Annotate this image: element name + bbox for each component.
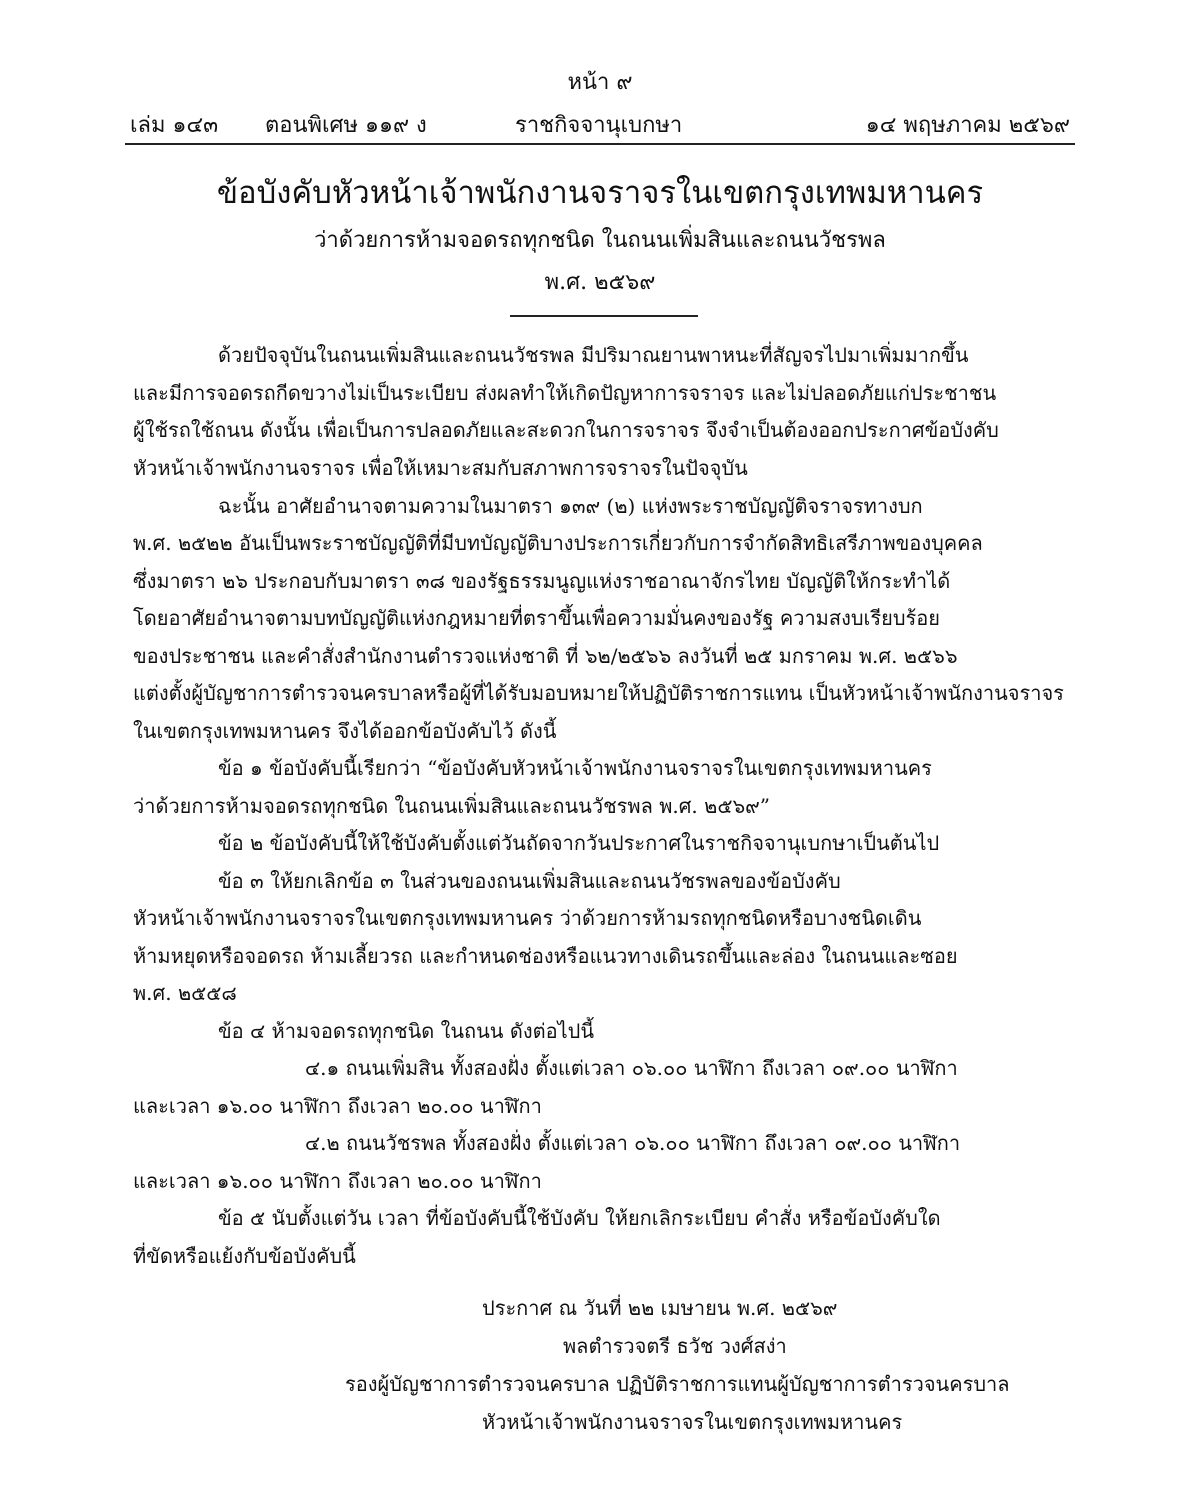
- body-line: ห้ามหยุดหรือจอดรถ ห้ามเลี้ยวรถ และกำหนดช่องหรือแนวทางเดินรถขึ้นและล่อง ในถนนและซอย: [133, 944, 958, 968]
- body-line: แต่งตั้งผู้บัญชาการตำรวจนครบาลหรือผู้ที่ได้รับมอบหมายให้ปฏิบัติราชการแทน เป็นหัวหน้าเจ้าพนักงานจราจร: [133, 681, 1064, 705]
- body-line: ข้อ ๔ ห้ามจอดรถทุกชนิด ในถนน ดังต่อไปนี้: [218, 1019, 595, 1043]
- publication-date: ๑๔ พฤษภาคม ๒๕๖๙: [865, 113, 1070, 138]
- gazette-name: ราชกิจจานุเบกษา: [515, 113, 683, 138]
- body-line: และเวลา ๑๖.๐๐ นาฬิกา ถึงเวลา ๒๐.๐๐ นาฬิกา: [133, 1169, 542, 1193]
- body-line: ๔.๒ ถนนวัชรพล ทั้งสองฝั่ง ตั้งแต่เวลา ๐๖.๐๐ นาฬิกา ถึงเวลา ๐๙.๐๐ นาฬิกา: [305, 1131, 961, 1155]
- body-line: ด้วยปัจจุบันในถนนเพิ่มสินและถนนวัชรพล มีปริมาณยานพาหนะที่สัญจรไปมาเพิ่มมากขึ้น: [218, 343, 969, 367]
- signatory-position: รองผู้บัญชาการตำรวจนครบาล ปฏิบัติราชการแทนผู้บัญชาการตำรวจนครบาล: [345, 1372, 1010, 1396]
- body-line: ข้อ ๕ นับตั้งแต่วัน เวลา ที่ข้อบังคับนี้ใช้บังคับ ให้ยกเลิกระเบียบ คำสั่ง หรือข้อบังคับใด: [218, 1206, 941, 1230]
- body-line: หัวหน้าเจ้าพนักงานจราจรในเขตกรุงเทพมหานคร ว่าด้วยการห้ามรถทุกชนิดหรือบางชนิดเดิน: [133, 906, 922, 930]
- volume-number: เล่ม ๑๔๓: [130, 113, 219, 138]
- body-line: ข้อ ๓ ให้ยกเลิกข้อ ๓ ในส่วนของถนนเพิ่มสินและถนนวัชรพลของข้อบังคับ: [218, 869, 841, 893]
- body-line: ๔.๑ ถนนเพิ่มสิน ทั้งสองฝั่ง ตั้งแต่เวลา ๐๖.๐๐ นาฬิกา ถึงเวลา ๐๙.๐๐ นาฬิกา: [305, 1056, 958, 1080]
- document-year: พ.ศ. ๒๕๖๙: [544, 270, 656, 295]
- document-title: ข้อบังคับหัวหน้าเจ้าพนักงานจราจรในเขตกรุงเทพมหานคร: [216, 175, 984, 211]
- body-line: ข้อ ๑ ข้อบังคับนี้เรียกว่า “ข้อบังคับหัวหน้าเจ้าพนักงานจราจรในเขตกรุงเทพมหานคร: [218, 756, 932, 780]
- header-divider: [125, 143, 1075, 145]
- body-line: หัวหน้าเจ้าพนักงานจราจร เพื่อให้เหมาะสมกับสภาพการจราจรในปัจจุบัน: [133, 456, 748, 480]
- body-line: พ.ศ. ๒๕๕๘: [133, 981, 237, 1005]
- body-line: ผู้ใช้รถใช้ถนน ดังนั้น เพื่อเป็นการปลอดภัยและสะดวกในการจราจร จึงจำเป็นต้องออกประกาศข้อบังคับ: [133, 418, 999, 442]
- body-line: ข้อ ๒ ข้อบังคับนี้ให้ใช้บังคับตั้งแต่วันถัดจากวันประกาศในราชกิจจานุเบกษาเป็นต้นไป: [218, 831, 940, 855]
- body-line: ของประชาชน และคำสั่งสำนักงานตำรวจแห่งชาติ ที่ ๖๒/๒๕๖๖ ลงวันที่ ๒๕ มกราคม พ.ศ. ๒๕๖๖: [133, 644, 958, 668]
- body-line: ฉะนั้น อาศัยอำนาจตามความในมาตรา ๑๓๙ (๒) แห่งพระราชบัญญัติจราจรทางบก: [218, 494, 923, 518]
- page-number: หน้า ๙: [567, 70, 633, 95]
- body-line: ซึ่งมาตรา ๒๖ ประกอบกับมาตรา ๓๘ ของรัฐธรรมนูญแห่งราชอาณาจักรไทย บัญญัติให้กระทำได้: [133, 569, 951, 593]
- signatory-title: หัวหน้าเจ้าพนักงานจราจรในเขตกรุงเทพมหานคร: [482, 1410, 903, 1434]
- issue-number: ตอนพิเศษ ๑๑๙ ง: [265, 113, 427, 138]
- document-subtitle: ว่าด้วยการห้ามจอดรถทุกชนิด ในถนนเพิ่มสินและถนนวัชรพล: [314, 228, 886, 253]
- signatory-name: พลตำรวจตรี ธวัช วงศ์สง่า: [563, 1334, 787, 1358]
- body-line: และเวลา ๑๖.๐๐ นาฬิกา ถึงเวลา ๒๐.๐๐ นาฬิกา: [133, 1094, 542, 1118]
- announcement-date: ประกาศ ณ วันที่ ๒๒ เมษายน พ.ศ. ๒๕๖๙: [482, 1296, 838, 1320]
- body-line: พ.ศ. ๒๕๒๒ อันเป็นพระราชบัญญัติที่มีบทบัญญัติบางประการเกี่ยวกับการจำกัดสิทธิเสรีภาพของบุคคล: [133, 531, 983, 555]
- body-line: และมีการจอดรถกีดขวางไม่เป็นระเบียบ ส่งผลทำให้เกิดปัญหาการจราจร และไม่ปลอดภัยแก่ประชาชน: [133, 381, 997, 405]
- body-line: ในเขตกรุงเทพมหานคร จึงได้ออกข้อบังคับไว้ ดังนี้: [133, 719, 557, 743]
- body-line: ที่ขัดหรือแย้งกับข้อบังคับนี้: [133, 1244, 356, 1268]
- body-line: ว่าด้วยการห้ามจอดรถทุกชนิด ในถนนเพิ่มสินและถนนวัชรพล พ.ศ. ๒๕๖๙”: [133, 794, 771, 818]
- body-line: โดยอาศัยอำนาจตามบทบัญญัติแห่งกฎหมายที่ตราขึ้นเพื่อความมั่นคงของรัฐ ความสงบเรียบร้อย: [133, 606, 940, 630]
- title-divider: [510, 315, 698, 317]
